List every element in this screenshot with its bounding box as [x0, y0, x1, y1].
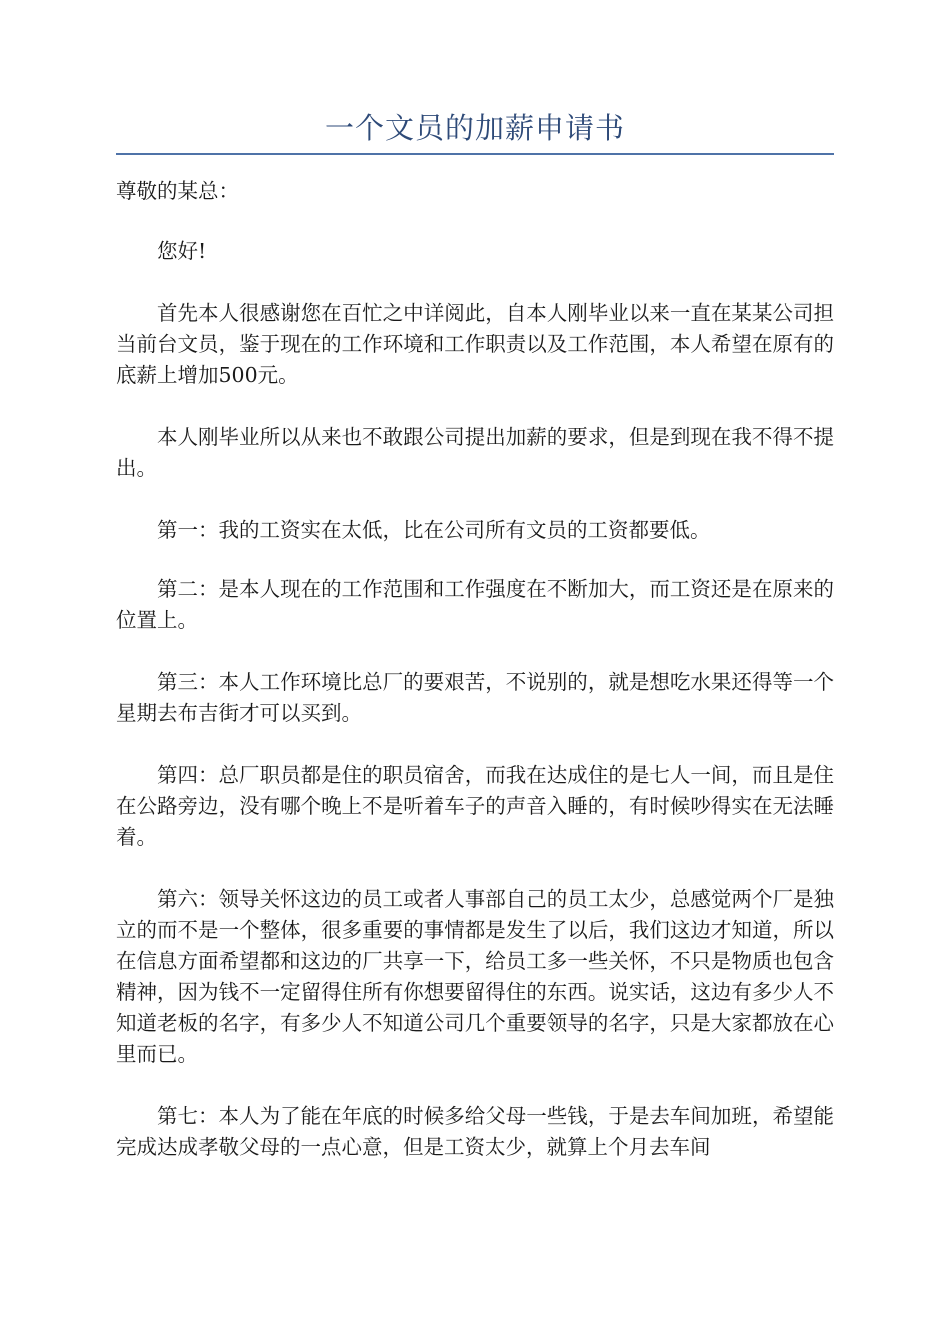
paragraph-intro: 首先本人很感谢您在百忙之中详阅此，自本人刚毕业以来一直在某某公司担当前台文员，鉴于现在的工作环境和工作职责以及工作范围，本人希望在原有的底薪上增加500元。 [116, 301, 834, 387]
paragraph-point-7: 第七：本人为了能在年底的时候多给父母一些钱，于是去车间加班，希望能完成达成孝敬父母的一点心意，但是工资太少，就算上个月去车间 [116, 1104, 834, 1159]
document-body [116, 176, 834, 1194]
document-title: 一个文员的加薪申请书 [324, 111, 625, 145]
paragraph-point-6: 第六：领导关怀这边的员工或者人事部自己的员工太少，总感觉两个厂是独立的而不是一个整体，很多重要的事情都是发生了以后，我们这边才知道，所以在信息方面希望都和这边的厂共享一下，给员工多一些关怀，不只是物质也包含精神，因为钱不一定留得住所有你想要留得住的东西。说实话，这边有多少人不知道老板的名字，有多少人不知道公司几个重要领导的名字，只是大家都放在心里而已。 [116, 887, 834, 1066]
paragraph-reason: 本人刚毕业所以从来也不敢跟公司提出加薪的要求，但是到现在我不得不提出。 [116, 425, 834, 480]
paragraph-point-2: 第二：是本人现在的工作范围和工作强度在不断加大，而工资还是在原来的位置上。 [116, 577, 834, 632]
paragraph-point-1: 第一：我的工资实在太低，比在公司所有文员的工资都要低。 [157, 518, 711, 542]
paragraph-point-4: 第四：总厂职员都是住的职员宿舍，而我在达成住的是七人一间，而且是住在公路旁边，没有哪个晚上不是听着车子的声音入睡的，有时候吵得实在无法睡着。 [116, 763, 834, 849]
title-underline [116, 153, 834, 155]
salutation: 尊敬的某总： [116, 179, 239, 203]
paragraph-point-3: 第三：本人工作环境比总厂的要艰苦，不说别的，就是想吃水果还得等一个星期去布吉街才可以买到。 [116, 670, 834, 725]
paragraph-greeting: 您好! [157, 239, 207, 263]
